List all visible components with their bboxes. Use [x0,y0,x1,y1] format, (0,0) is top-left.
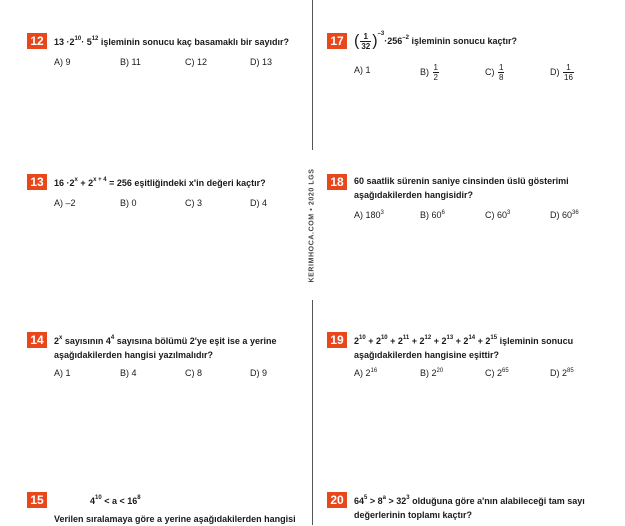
question-stem: Verilen sıralamaya göre a yerine aşağıdakilerden hangisi [54,514,296,524]
option-a[interactable]: A) 1 [54,368,71,378]
side-watermark: KERIMHOCA.COM • 2020 LGS [305,150,319,300]
fraction: $\frac{1}{32}$ [361,32,371,52]
option-c[interactable]: C) 3 [185,198,203,208]
question-number: 13 [27,174,47,190]
question-stem: $2^{10} + 2^{10} + 2^{11} + 2^{12} + 2^{13} + 2^{14} + 2^{15}$ işleminin sonucu aşağıdakilerden hangisine eşittir? [354,335,574,360]
option-d[interactable]: D) 4 [250,198,268,208]
option-b[interactable]: B) $2^{20}$ [420,368,444,378]
question-number: 18 [327,174,347,190]
question-number: 15 [27,492,47,508]
option-d[interactable]: D) $60^{36}$ [550,210,579,220]
option-a[interactable]: A) $2^{16}$ [354,368,378,378]
option-d[interactable]: D) 13 [250,57,273,67]
question-number: 17 [327,33,347,49]
question-stem: $64^5 > 8^a > 32^3$ olduğuna göre a'nın alabileceği tam sayı değerlerinin toplamı kaçtır? [354,495,585,520]
option-b[interactable]: B) $\frac{1}{2}$ [420,63,438,82]
option-c[interactable]: C) $60^3$ [485,210,511,220]
option-c[interactable]: C) $\frac{1}{8}$ [485,63,504,82]
question-stem: 60 saatlik sürenin saniye cinsinden üslü gösterimi aşağıdakilerden hangisidir? [354,176,569,200]
question-number: 19 [327,332,347,348]
option-b[interactable]: B) $60^6$ [420,210,445,220]
option-a[interactable]: A) 1 [354,65,371,75]
question-stem: $16 \cdot 2^x + 2^{x + 4} = 256$ eşitliğindeki x'in değeri kaçtır? [54,177,266,188]
option-b[interactable]: B) 0 [120,198,137,208]
option-b[interactable]: B) 4 [120,368,137,378]
question-number: 14 [27,332,47,348]
question-stem: ( $\frac{1}{32}$ )$^{-3}\cdot 256^{-2}$ işleminin sonucu kaçtır? [354,31,517,52]
option-a[interactable]: A) $180^3$ [354,210,384,220]
inequality: $4^{10} < a < 16^8$ [90,495,141,506]
option-d[interactable]: D) $\frac{1}{16}$ [550,63,573,82]
question-number: 12 [27,33,47,49]
question-stem: 2$^x$ sayısının $4^4$ sayısına bölümü 2'ye eşit ise a yerine aşağıdakilerden hangisi yazılmalıdır? [54,335,277,360]
option-d[interactable]: D) 9 [250,368,268,378]
option-b[interactable]: B) 11 [120,57,141,67]
question-number: 20 [327,492,347,508]
option-a[interactable]: A) 9 [54,57,71,67]
option-c[interactable]: C) 8 [185,368,203,378]
option-c[interactable]: C) $2^{65}$ [485,368,509,378]
option-a[interactable]: A) –2 [54,198,76,208]
question-stem: $13 \cdot 2^{10}\cdot 5^{12}$ işleminin sonucu kaç basamaklı bir sayıdır? [54,36,289,47]
option-d[interactable]: D) $2^{85}$ [550,368,574,378]
option-c[interactable]: C) 12 [185,57,208,67]
